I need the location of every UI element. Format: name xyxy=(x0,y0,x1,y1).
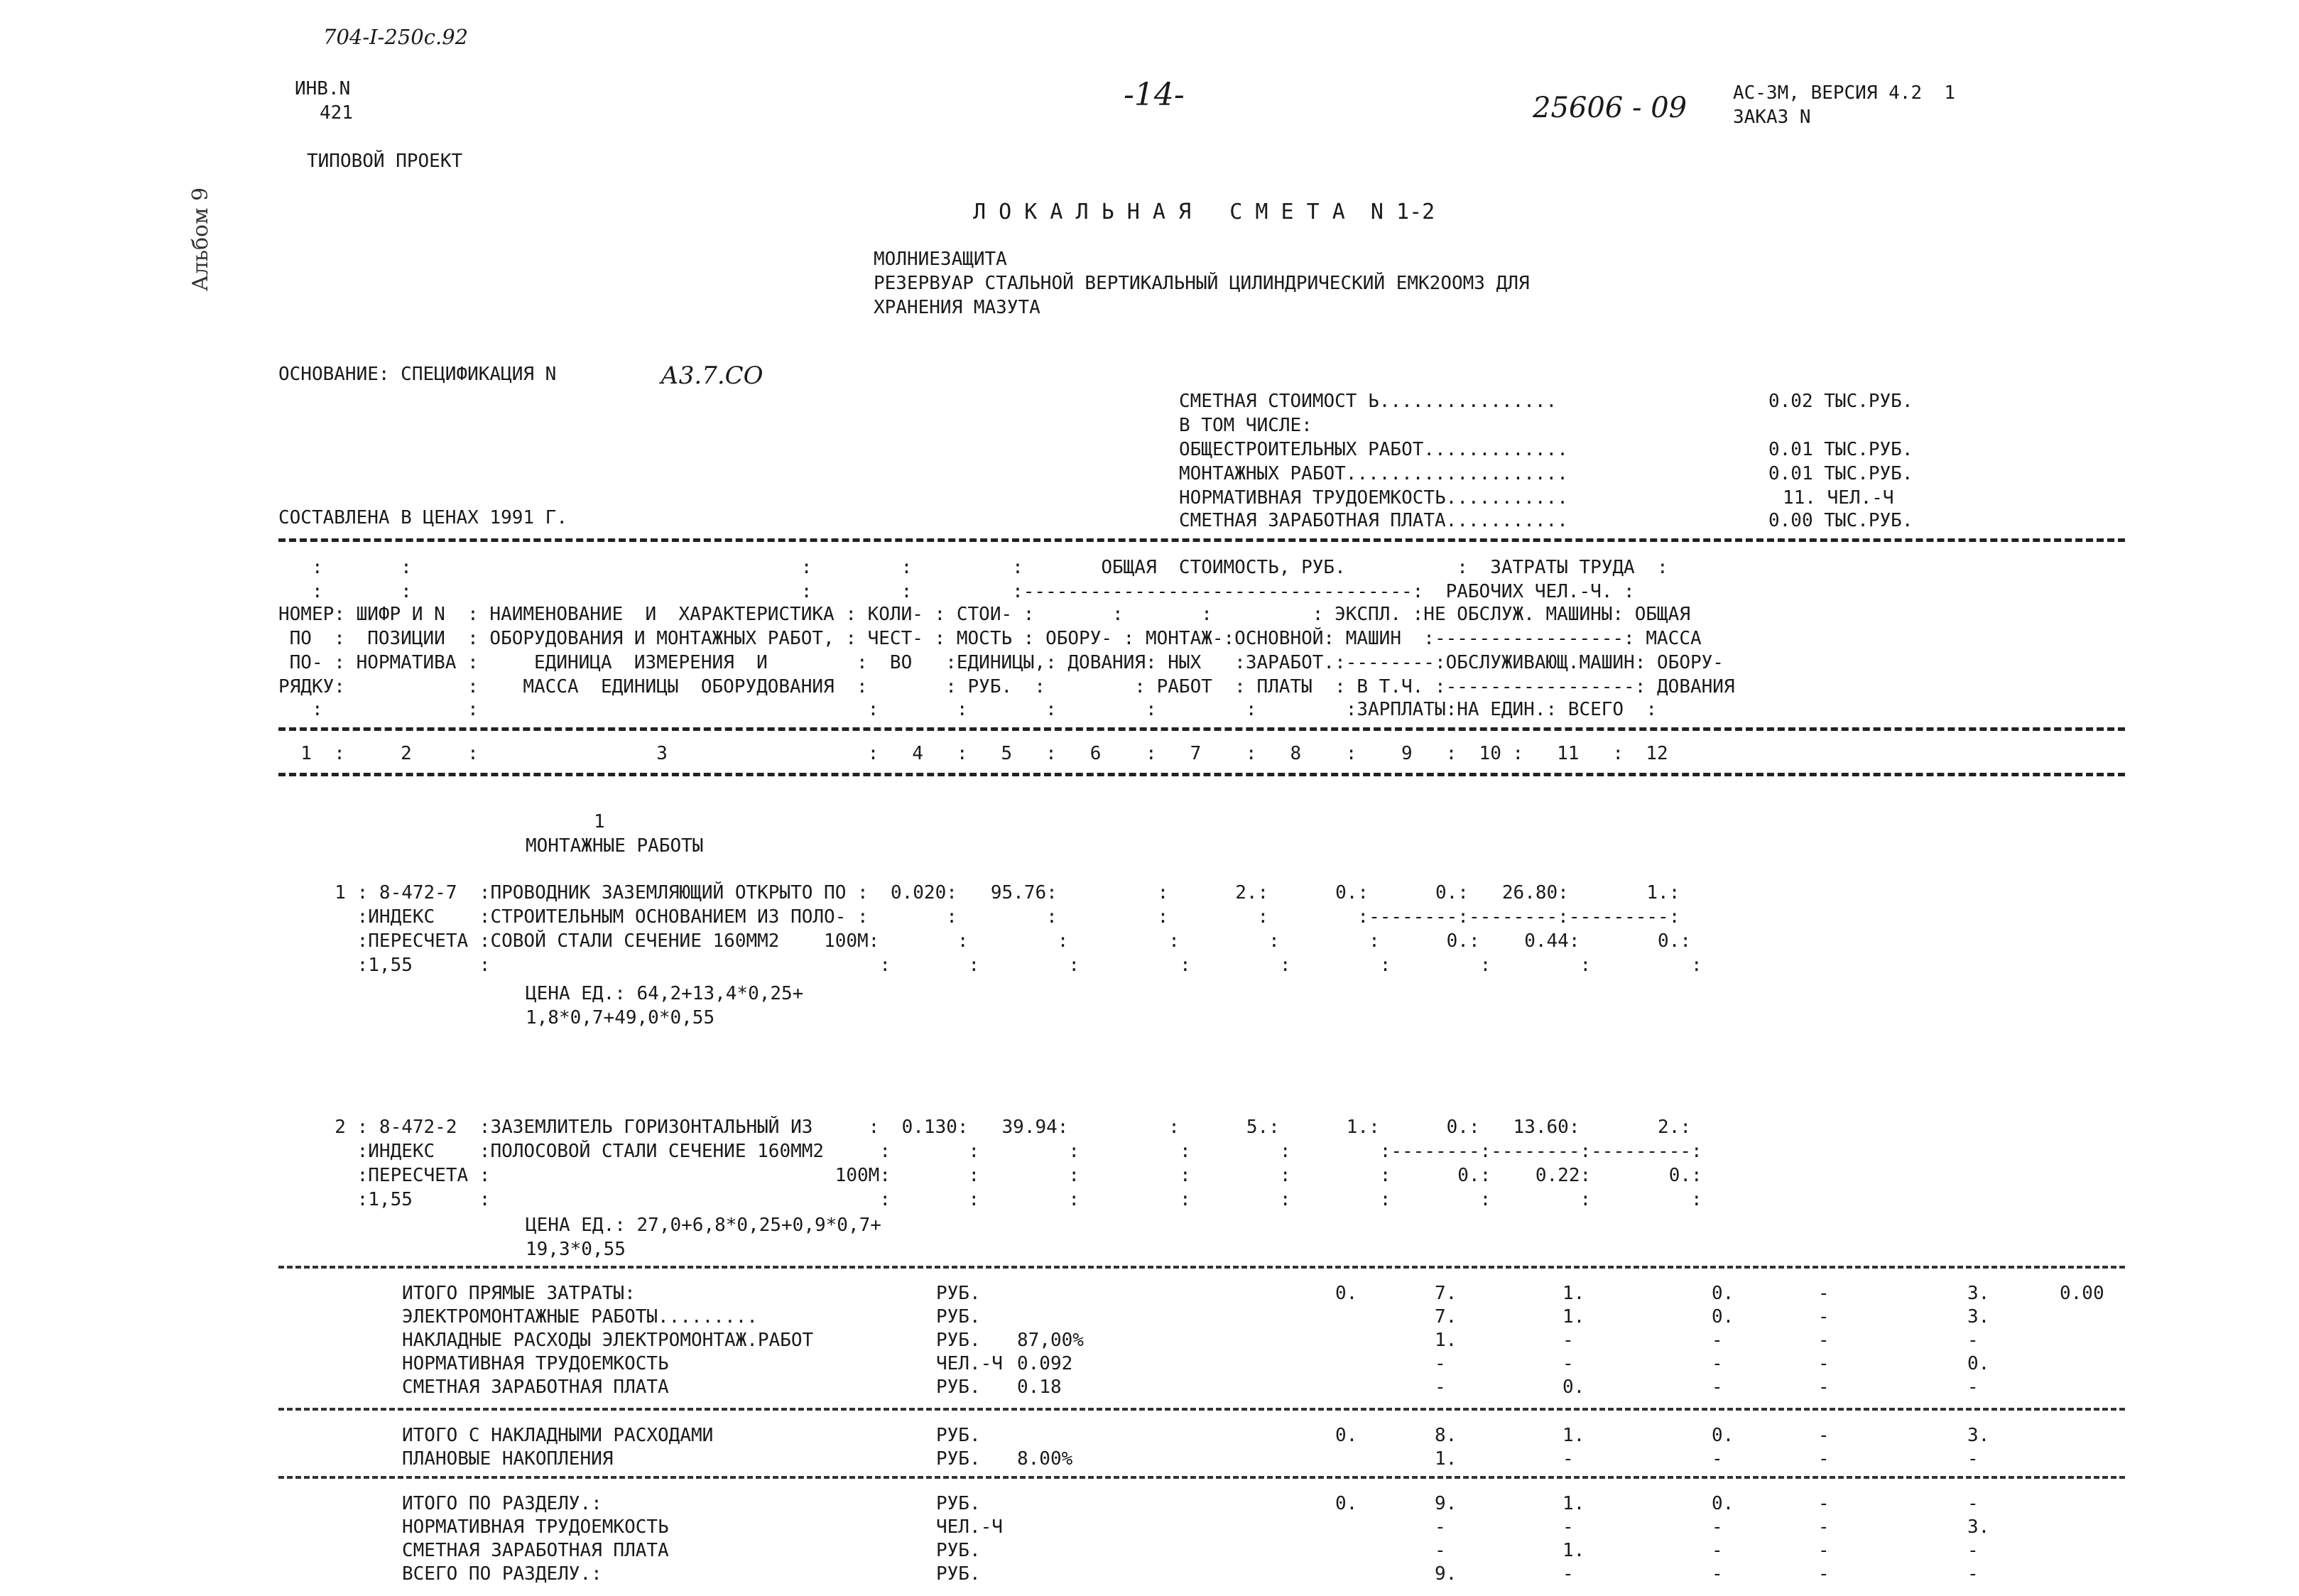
summary-line: МОНТАЖНЫХ РАБОТ.................... xyxy=(1179,463,1568,484)
totals-label: ИТОГО С НАКЛАДНЫМИ РАСХОДАМИ xyxy=(402,1425,714,1446)
header-line: : : : : : ОБЩАЯ СТОИМОСТЬ, РУБ. : ЗАТРАТЫ ТРУДА : xyxy=(278,557,1668,578)
version-label: АС-3М, ВЕРСИЯ 4.2 1 xyxy=(1733,82,1956,104)
totals-value-c7: 7. xyxy=(1435,1283,1457,1304)
summary-line: В ТОМ ЧИСЛЕ: xyxy=(1179,415,1312,436)
summary-value: 0.00 ТЫС.РУБ. xyxy=(1768,510,1913,531)
rule xyxy=(278,538,2125,542)
totals-unit: РУБ. xyxy=(936,1425,981,1446)
summary-line: НОРМАТИВНАЯ ТРУДОЕМКОСТЬ........... xyxy=(1179,487,1568,509)
subtitle-2: РЕЗЕРВУАР СТАЛЬНОЙ ВЕРТИКАЛЬНЫЙ ЦИЛИНДРИЧЕСКИЙ ЕМК2ООМ3 ДЛЯ xyxy=(874,273,1530,294)
totals-value-c6: 0. xyxy=(1335,1493,1358,1514)
totals-unit: РУБ. xyxy=(936,1283,981,1304)
totals-value-c11: - xyxy=(1967,1448,1979,1470)
totals-value-c8: 1. xyxy=(1562,1283,1585,1304)
totals-value-c7: 8. xyxy=(1435,1425,1457,1446)
totals-value-c10: - xyxy=(1818,1306,1830,1328)
totals-value-c7: - xyxy=(1435,1540,1446,1561)
totals-label: ВСЕГО ПО РАЗДЕЛУ.: xyxy=(402,1563,602,1585)
totals-value-c9: 0. xyxy=(1712,1306,1734,1328)
order-label: ЗАКАЗ N xyxy=(1733,107,1811,128)
rule xyxy=(278,1266,2125,1269)
totals-label: СМЕТНАЯ ЗАРАБОТНАЯ ПЛАТА xyxy=(402,1377,669,1398)
totals-unit: РУБ. xyxy=(936,1493,981,1514)
totals-value-c7: 1. xyxy=(1435,1330,1457,1351)
column-numbers: 1 : 2 : 3 : 4 : 5 : 6 : 7 : 8 : 9 : 10 : 11 : 12 xyxy=(278,743,1668,764)
totals-value-c10: - xyxy=(1818,1516,1830,1538)
row-line: :ИНДЕКС :ПОЛОСОВОЙ СТАЛИ СЕЧЕНИЕ 160ММ2 : : : : : :--------:--------:---------: xyxy=(312,1141,1702,1162)
totals-value-c10: - xyxy=(1818,1493,1830,1514)
header-line: РЯДКУ: : МАССА ЕДИНИЦЫ ОБОРУДОВАНИЯ : : РУБ. : : РАБОТ : ПЛАТЫ : В Т.Ч. :-----------------: ДОВАНИЯ xyxy=(278,676,1735,697)
summary-value: 0.01 ТЫС.РУБ. xyxy=(1768,439,1913,460)
totals-value-c7: - xyxy=(1435,1353,1446,1374)
row-line: 1 : 8-472-7 :ПРОВОДНИК ЗАЗЕМЛЯЮЩИЙ ОТКРЫТО ПО : 0.020: 95.76: : 2.: 0.: 0.: 26.80: 1.: xyxy=(312,882,1680,903)
price-formula: ЦЕНА ЕД.: 27,0+6,8*0,25+0,9*0,7+ xyxy=(526,1215,881,1236)
totals-unit: РУБ. xyxy=(936,1563,981,1585)
totals-value-c6: 0. xyxy=(1335,1425,1358,1446)
totals-value-c9: - xyxy=(1712,1448,1723,1470)
totals-label: ИТОГО ПО РАЗДЕЛУ.: xyxy=(402,1493,602,1514)
totals-label: ИТОГО ПРЯМЫЕ ЗАТРАТЫ: xyxy=(402,1283,636,1304)
header-line: ПО- : НОРМАТИВА : ЕДИНИЦА ИЗМЕРЕНИЯ И : ВО :ЕДИНИЦЫ,: ДОВАНИЯ: НЫХ :ЗАРАБОТ.:--------:ОБСЛУЖИВАЮЩ.МАШИН: ОБОРУ- xyxy=(278,652,1724,673)
totals-value-c12: 0.00 xyxy=(2060,1283,2104,1304)
totals-value-c10: - xyxy=(1818,1540,1830,1561)
totals-value-c8: 1. xyxy=(1562,1425,1585,1446)
totals-unit: РУБ. xyxy=(936,1377,981,1398)
totals-value-c9: - xyxy=(1712,1563,1723,1585)
totals-label: ПЛАНОВЫЕ НАКОПЛЕНИЯ xyxy=(402,1448,614,1470)
order-number: 25606 - 09 xyxy=(1533,92,1687,124)
totals-value-c8: 1. xyxy=(1562,1493,1585,1514)
totals-value-c9: - xyxy=(1712,1516,1723,1538)
totals-value-c10: - xyxy=(1818,1563,1830,1585)
row-line: :ПЕРЕСЧЕТА : 100М: : : : : : 0.: 0.22: 0.: xyxy=(312,1165,1702,1186)
totals-value-c8: 1. xyxy=(1562,1306,1585,1328)
inv-number: 421 xyxy=(320,102,353,124)
totals-rate: 8.00% xyxy=(1017,1448,1073,1470)
totals-value-c8: - xyxy=(1562,1353,1574,1374)
totals-value-c6: 0. xyxy=(1335,1283,1358,1304)
row-line: :1,55 : : : : : : : : : : xyxy=(312,955,1702,976)
summary-line: ОБЩЕСТРОИТЕЛЬНЫХ РАБОТ............. xyxy=(1179,439,1568,460)
totals-value-c9: - xyxy=(1712,1353,1723,1374)
totals-value-c7: - xyxy=(1435,1516,1446,1538)
subtitle-1: МОЛНИЕЗАЩИТА xyxy=(874,249,1007,270)
summary-line: СМЕТНАЯ СТОИМОСТ Ь................ xyxy=(1179,391,1558,412)
totals-value-c10: - xyxy=(1818,1425,1830,1446)
page-number: -14- xyxy=(1124,77,1185,113)
row-line: :1,55 : : : : : : : : : : xyxy=(312,1189,1702,1210)
totals-unit: ЧЕЛ.-Ч xyxy=(936,1353,1003,1374)
basis-value: А3.7.СО xyxy=(661,362,763,390)
section-number: 1 xyxy=(594,811,605,832)
totals-label: НАКЛАДНЫЕ РАСХОДЫ ЭЛЕКТРОМОНТАЖ.РАБОТ xyxy=(402,1330,814,1351)
totals-value-c8: - xyxy=(1562,1516,1574,1538)
summary-line: СМЕТНАЯ ЗАРАБОТНАЯ ПЛАТА........... xyxy=(1179,510,1568,531)
totals-unit: РУБ. xyxy=(936,1330,981,1351)
totals-value-c8: - xyxy=(1562,1448,1574,1470)
totals-value-c7: 1. xyxy=(1435,1448,1457,1470)
totals-value-c11: - xyxy=(1967,1563,1979,1585)
totals-value-c10: - xyxy=(1818,1448,1830,1470)
header-line: : : : : :-----------------------------------: РАБОЧИХ ЧЕЛ.-Ч. : xyxy=(278,581,1635,602)
totals-value-c7: 9. xyxy=(1435,1493,1457,1514)
totals-value-c7: - xyxy=(1435,1377,1446,1398)
totals-unit: ЧЕЛ.-Ч xyxy=(936,1516,1003,1538)
totals-value-c11: 3. xyxy=(1967,1283,1990,1304)
section-title: МОНТАЖНЫЕ РАБОТЫ xyxy=(526,835,704,857)
price-formula: 19,3*0,55 xyxy=(526,1239,626,1260)
basis-label: ОСНОВАНИЕ: СПЕЦИФИКАЦИЯ N xyxy=(278,364,557,385)
totals-value-c11: - xyxy=(1967,1493,1979,1514)
prices-label: СОСТАВЛЕНА В ЦЕНАХ 1991 Г. xyxy=(278,507,567,528)
totals-value-c7: 9. xyxy=(1435,1563,1457,1585)
rule xyxy=(278,773,2125,776)
project-type: ТИПОВОЙ ПРОЕКТ xyxy=(307,151,463,172)
totals-value-c10: - xyxy=(1818,1283,1830,1304)
totals-rate: 0.092 xyxy=(1017,1353,1073,1374)
totals-unit: РУБ. xyxy=(936,1306,981,1328)
rule xyxy=(278,1408,2125,1411)
rule xyxy=(278,1476,2125,1479)
side-stamp: Альбом 9 xyxy=(188,187,213,291)
summary-value: 0.02 ТЫС.РУБ. xyxy=(1768,391,1913,412)
totals-rate: 87,00% xyxy=(1017,1330,1084,1351)
totals-value-c9: 0. xyxy=(1712,1493,1734,1514)
summary-value: 0.01 ТЫС.РУБ. xyxy=(1768,463,1913,484)
price-formula: ЦЕНА ЕД.: 64,2+13,4*0,25+ xyxy=(526,983,804,1004)
totals-value-c11: - xyxy=(1967,1330,1979,1351)
row-line: 2 : 8-472-2 :ЗАЗЕМЛИТЕЛЬ ГОРИЗОНТАЛЬНЫЙ ИЗ : 0.130: 39.94: : 5.: 1.: 0.: 13.60: 2.: xyxy=(312,1117,1692,1138)
totals-value-c10: - xyxy=(1818,1353,1830,1374)
totals-label: НОРМАТИВНАЯ ТРУДОЕМКОСТЬ xyxy=(402,1516,669,1538)
totals-label: НОРМАТИВНАЯ ТРУДОЕМКОСТЬ xyxy=(402,1353,669,1374)
price-formula: 1,8*0,7+49,0*0,55 xyxy=(526,1007,715,1028)
totals-value-c8: - xyxy=(1562,1563,1574,1585)
totals-value-c9: 0. xyxy=(1712,1425,1734,1446)
inv-label: ИНВ.N xyxy=(295,78,351,99)
totals-value-c11: 3. xyxy=(1967,1425,1990,1446)
totals-rate: 0.18 xyxy=(1017,1377,1062,1398)
rule xyxy=(278,727,2125,731)
totals-unit: РУБ. xyxy=(936,1448,981,1470)
totals-value-c9: - xyxy=(1712,1330,1723,1351)
totals-value-c10: - xyxy=(1818,1377,1830,1398)
totals-value-c10: - xyxy=(1818,1330,1830,1351)
totals-value-c11: - xyxy=(1967,1377,1979,1398)
totals-value-c8: 1. xyxy=(1562,1540,1585,1561)
header-line: НОМЕР: ШИФР И N : НАИМЕНОВАНИЕ И ХАРАКТЕРИСТИКА : КОЛИ- : СТОИ- : : : : ЭКСПЛ. :НЕ ОБСЛУЖ. МАШИНЫ: ОБЩАЯ xyxy=(278,604,1690,625)
doc-code: 704-I-250с.92 xyxy=(323,25,469,49)
totals-value-c11: 3. xyxy=(1967,1516,1990,1538)
totals-value-c8: 0. xyxy=(1562,1377,1585,1398)
totals-label: ЭЛЕКТРОМОНТАЖНЫЕ РАБОТЫ......... xyxy=(402,1306,758,1328)
row-line: :ИНДЕКС :СТРОИТЕЛЬНЫМ ОСНОВАНИЕМ ИЗ ПОЛО- : : : : : :--------:--------:---------: xyxy=(312,906,1680,928)
totals-value-c9: - xyxy=(1712,1540,1723,1561)
totals-unit: РУБ. xyxy=(936,1540,981,1561)
totals-value-c9: - xyxy=(1712,1377,1723,1398)
totals-value-c7: 7. xyxy=(1435,1306,1457,1328)
header-line: ПО : ПОЗИЦИИ : ОБОРУДОВАНИЯ И МОНТАЖНЫХ РАБОТ, : ЧЕСТ- : МОСТЬ : ОБОРУ- : МОНТАЖ-:ОСНОВНОЙ: МАШИН :-----------------: МАССА xyxy=(278,628,1702,649)
page-title: Л О К А Л Ь Н А Я С М Е Т А N 1-2 xyxy=(973,200,1435,224)
totals-value-c11: - xyxy=(1967,1540,1979,1561)
totals-value-c8: - xyxy=(1562,1330,1574,1351)
row-line: :ПЕРЕСЧЕТА :СОВОЙ СТАЛИ СЕЧЕНИЕ 160ММ2 100М: : : : : : 0.: 0.44: 0.: xyxy=(312,930,1692,952)
summary-value: 11. ЧЕЛ.-Ч xyxy=(1783,487,1894,509)
totals-value-c11: 0. xyxy=(1967,1353,1990,1374)
totals-value-c9: 0. xyxy=(1712,1283,1734,1304)
subtitle-3: ХРАНЕНИЯ МАЗУТА xyxy=(874,297,1040,318)
header-line: : : : : : : : :ЗАРПЛАТЫ:НА ЕДИН.: ВСЕГО : xyxy=(278,699,1658,720)
totals-value-c11: 3. xyxy=(1967,1306,1990,1328)
totals-label: СМЕТНАЯ ЗАРАБОТНАЯ ПЛАТА xyxy=(402,1540,669,1561)
